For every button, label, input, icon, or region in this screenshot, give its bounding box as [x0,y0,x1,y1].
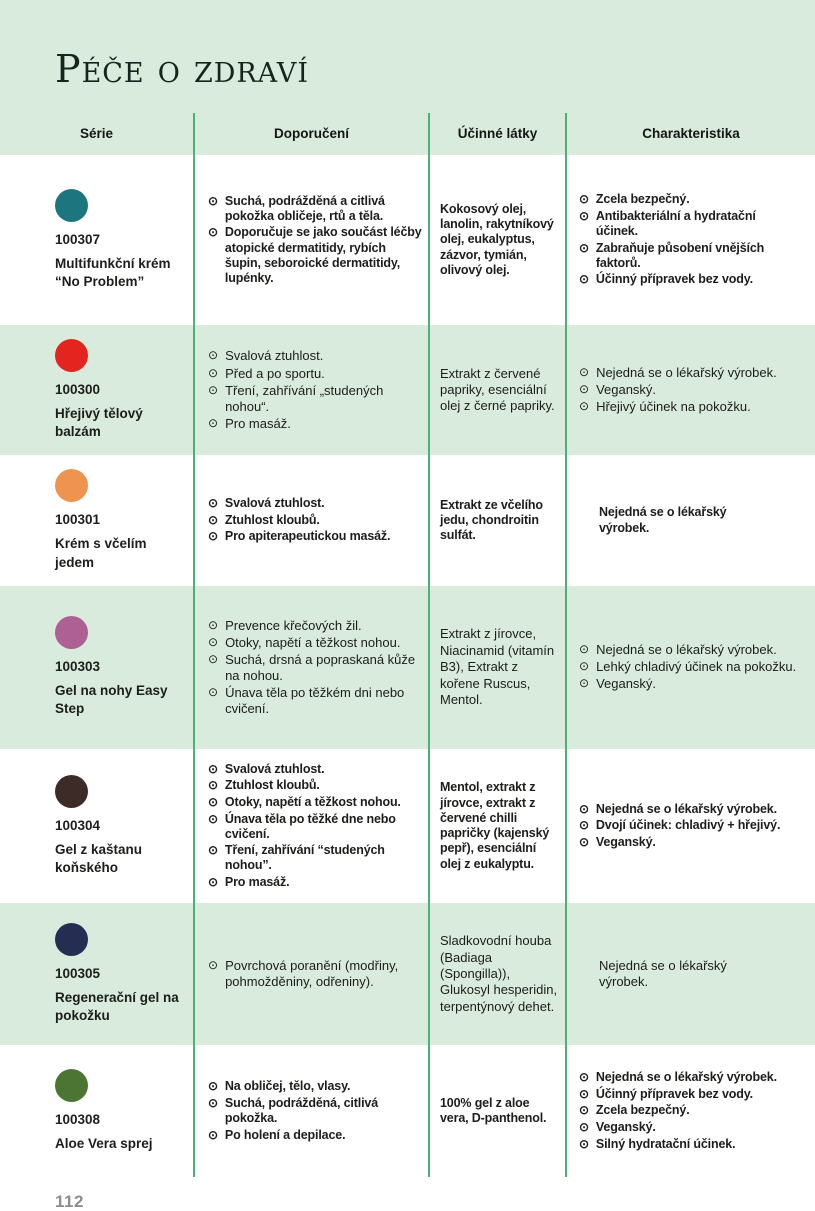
bullet-text: Svalová ztuhlost. [224,761,325,776]
series-cell [0,325,193,455]
ingredients-text: Mentol, extrakt z jírovce, extrakt z červené chilli papričky (kajenský pepř), esenciální olej z eukalyptu. [440,780,550,871]
characteristics-list [579,801,797,852]
product-code: 100301 [55,512,101,528]
bullet-item [208,416,422,432]
bullet-item [208,383,422,415]
characteristics-text: Nejedná se o lékařský výrobek. [599,505,727,535]
product-name: Hřejivý tělový balzám [55,406,143,440]
ingredients-text: Kokosový olej, lanolin, rakytníkový olej, eukalyptus, zázvor, tymián, olivový olej. [440,201,554,277]
recommendations-list [208,617,422,719]
bullet-dot-icon: ⊙ [208,496,218,511]
product-name: Gel na nohy Easy Step [55,683,168,717]
bullet-text: Veganský. [595,834,656,849]
product-code: 100307 [55,231,101,247]
recommendations-cell [193,455,428,585]
bullet-item [579,241,797,272]
bullet-item [208,496,422,512]
bullet-text: Na obličej, tělo, vlasy. [224,1079,351,1094]
bullet-dot-icon: ⊙ [579,365,590,380]
bullet-item [579,676,797,692]
product-name: Aloe Vera sprej [55,1136,153,1152]
bullet-text: Před a po sportu. [225,365,325,381]
bullet-dot-icon: ⊙ [579,1070,589,1085]
bullet-text: Dvojí účinek: chladivý + hřejivý. [595,818,781,833]
bullet-text: Suchá, podrážděná, citlivá pokožka. [224,1096,378,1126]
bullet-item [579,1103,797,1119]
characteristics-cell [565,455,815,585]
bullet-dot-icon: ⊙ [208,193,218,208]
page-title: Péče o zdraví [55,47,309,91]
bullet-dot-icon: ⊙ [579,818,589,833]
table-row [0,1045,815,1177]
series-cell [0,586,193,749]
bullet-item [208,366,422,382]
characteristics-list [579,364,797,416]
bullet-dot-icon: ⊙ [579,209,589,223]
bullet-item [208,795,422,811]
bullet-item [208,762,422,778]
bullet-item [208,812,422,843]
bullet-text: Nejedná se o lékařský výrobek. [595,801,777,816]
bullet-dot-icon: ⊙ [208,958,219,973]
bullet-text: Po holení a depilace. [224,1127,346,1142]
bullet-dot-icon: ⊙ [208,512,218,527]
recommendations-cell [193,325,428,455]
bullet-item [208,348,422,364]
recommendations-cell [193,586,428,749]
bullet-item [579,835,797,851]
bullet-text: Suchá, drsná a popraskaná kůže na nohou. [225,651,416,683]
bullet-text: Pro masáž. [225,415,291,431]
bullet-dot-icon: ⊙ [208,348,219,363]
bullet-dot-icon: ⊙ [579,240,589,255]
table-row [0,586,815,749]
column-header-doporuceni: Doporučení [193,113,428,155]
bullet-item [579,382,797,398]
page-header [0,0,815,155]
recommendations-cell [193,1045,428,1177]
bullet-dot-icon: ⊙ [208,225,218,240]
bullet-text: Silný hydratační účinek. [595,1136,736,1151]
bullet-dot-icon: ⊙ [579,801,589,816]
recommendations-list [208,957,422,991]
bullet-dot-icon: ⊙ [579,192,589,207]
bullet-item [579,1070,797,1086]
bullet-text: Svalová ztuhlost. [225,348,324,364]
bullet-dot-icon: ⊙ [579,399,590,414]
bullet-item [579,1087,797,1103]
recommendations-cell [193,749,428,903]
product-code: 100300 [55,382,101,397]
bullet-text: Pro masáž. [224,874,290,889]
bullet-item [579,399,797,415]
bullet-item [579,802,797,818]
bullet-text: Povrchová poranění (modřiny, pohmožděniny, odřeniny). [225,958,399,990]
product-color-dot [55,616,88,649]
bullet-text: Svalová ztuhlost. [224,496,325,511]
product-name: Multifunkční krém “No Problem” [55,255,171,289]
bullet-item [208,225,422,286]
bullet-dot-icon: ⊙ [208,684,219,699]
bullet-dot-icon: ⊙ [208,1096,218,1110]
column-header-ucinne-latky: Účinné látky [428,113,565,155]
bullet-text: Antibakteriální a hydratační účinek. [595,209,756,239]
bullet-item [208,1096,422,1127]
bullet-text: Účinný přípravek bez vody. [595,1086,753,1101]
bullet-dot-icon: ⊙ [208,529,218,544]
bullet-text: Hřejivý účinek na pokožku. [596,399,751,415]
product-color-dot [55,469,88,502]
column-header-charakteristika: Charakteristika [565,113,815,155]
product-code: 100308 [55,1112,101,1128]
recommendations-list [208,495,422,546]
bullet-item [579,365,797,381]
bullet-dot-icon: ⊙ [208,843,218,858]
product-name: Gel z kaštanu koňského [55,841,143,876]
bullet-dot-icon: ⊙ [208,651,219,666]
characteristics-text: Nejedná se o lékařský výrobek. [599,957,727,990]
product-color-dot [55,1069,88,1102]
bullet-dot-icon: ⊙ [208,415,219,430]
product-code: 100305 [55,966,101,982]
bullet-dot-icon: ⊙ [579,1103,589,1118]
product-code: 100303 [55,659,101,675]
bullet-item [208,778,422,794]
bullet-dot-icon: ⊙ [579,1136,589,1151]
bullet-item [208,652,422,684]
bullet-item [579,272,797,288]
series-cell [0,155,193,325]
bullet-text: Únava těla po těžkém dni nebo cvičení. [225,684,405,717]
recommendations-list [208,347,422,433]
bullet-dot-icon: ⊙ [579,1120,589,1135]
characteristics-cell [565,1045,815,1177]
bullet-item [208,194,422,225]
product-table [0,155,815,1177]
bullet-dot-icon: ⊙ [208,634,219,649]
characteristics-list [579,1069,797,1153]
bullet-item [208,958,422,990]
product-color-dot [55,189,88,222]
bullet-text: Nejedná se o lékařský výrobek. [595,1070,777,1085]
ingredients-cell [428,155,565,325]
bullet-dot-icon: ⊙ [208,874,218,889]
bullet-text: Tření, zahřívání „studených nohou“. [225,382,384,414]
product-name: Krém s včelím jedem [55,536,147,570]
column-header-serie: Série [79,125,114,141]
bullet-text: Zcela bezpečný. [595,192,690,207]
characteristics-cell [565,155,815,325]
bullet-item [579,642,797,658]
table-row [0,155,815,325]
bullet-text: Veganský. [596,382,657,398]
bullet-dot-icon: ⊙ [208,382,219,397]
bullet-item [579,1137,797,1153]
bullet-item [579,209,797,240]
recommendations-cell [193,903,428,1045]
bullet-dot-icon: ⊙ [579,642,590,657]
bullet-text: Nejedná se o lékařský výrobek. [596,642,777,658]
ingredients-text: Extrakt ze včelího jedu, chondroitin sulfát. [440,497,543,543]
recommendations-cell [193,155,428,325]
bullet-item [208,513,422,529]
ingredients-text: Extrakt z jírovce, Niacinamid (vitamín B3), Extrakt z kořene Ruscus, Mentol. [440,626,555,707]
bullet-dot-icon: ⊙ [579,1086,589,1101]
bullet-text: Otoky, napětí a těžkost nohou. [225,634,401,650]
bullet-text: Otoky, napětí a těžkost nohou. [224,795,401,810]
bullet-item [208,1128,422,1144]
characteristics-cell [565,749,815,903]
series-cell [0,903,193,1045]
characteristics-cell [565,903,815,1045]
bullet-text: Pro apiterapeutickou masáž. [224,529,391,544]
bullet-text: Nejedná se o lékařský výrobek. [596,365,777,381]
bullet-text: Ztuhlost kloubů. [224,512,320,527]
table-row [0,325,815,455]
bullet-item [208,529,422,545]
bullet-text: Veganský. [595,1120,656,1135]
ingredients-cell [428,749,565,903]
product-name: Regenerační gel na pokožku [55,990,179,1024]
bullet-item [579,192,797,208]
bullet-item [208,1079,422,1095]
bullet-dot-icon: ⊙ [208,1079,218,1094]
table-row [0,749,815,903]
ingredients-text: 100% gel z aloe vera, D-panthenol. [440,1096,547,1126]
bullet-text: Doporučuje se jako součást léčby atopické dermatitidy, rybích šupin, seboroické dermatitidy, lupénky. [224,225,422,285]
bullet-dot-icon: ⊙ [579,659,590,674]
bullet-dot-icon: ⊙ [579,272,589,286]
bullet-item [208,618,422,634]
characteristics-list [579,641,797,693]
bullet-text: Suchá, podrážděná a citlivá pokožka obličeje, rtů a těla. [224,193,385,223]
bullet-text: Ztuhlost kloubů. [224,778,320,793]
bullet-text: Prevence křečových žil. [225,617,362,633]
bullet-item [208,685,422,717]
characteristics-cell [565,325,815,455]
bullet-dot-icon: ⊙ [579,834,589,849]
recommendations-list [208,193,422,288]
bullet-dot-icon: ⊙ [579,382,590,397]
bullet-item [208,875,422,891]
series-cell [0,1045,193,1177]
bullet-item [579,818,797,834]
series-cell [0,455,193,585]
bullet-item [208,843,422,874]
bullet-text: Zcela bezpečný. [595,1103,690,1118]
table-row [0,455,815,585]
bullet-dot-icon: ⊙ [208,778,218,793]
table-row [0,903,815,1045]
ingredients-cell [428,325,565,455]
ingredients-text: Extrakt z červené papriky, esenciální olej z černé papriky. [440,365,555,414]
ingredients-cell [428,455,565,585]
series-cell [0,749,193,903]
bullet-text: Zabraňuje působení vnějších faktorů. [595,240,765,270]
bullet-dot-icon: ⊙ [208,795,218,810]
ingredients-cell [428,903,565,1045]
bullet-dot-icon: ⊙ [208,811,218,826]
bullet-item [579,1120,797,1136]
page-number: 112 [55,1192,84,1211]
bullet-dot-icon: ⊙ [208,365,219,380]
bullet-dot-icon: ⊙ [579,676,590,691]
bullet-dot-icon: ⊙ [208,617,219,632]
characteristics-cell [565,586,815,749]
ingredients-text: Sladkovodní houba (Badiaga (Spongilla)), Glukosyl hesperidin, terpentýnový dehet. [440,933,558,1014]
bullet-text: Únava těla po těžké dne nebo cvičení. [224,811,396,841]
bullet-dot-icon: ⊙ [208,761,218,776]
page-footer [55,1192,815,1211]
bullet-text: Lehký chladivý účinek na pokožku. [596,659,797,675]
recommendations-list [208,1078,422,1144]
product-color-dot [55,339,88,372]
bullet-text: Účinný přípravek bez vody. [595,272,753,286]
recommendations-list [208,761,422,891]
product-color-dot [55,775,88,808]
bullet-dot-icon: ⊙ [208,1127,218,1142]
bullet-item [208,635,422,651]
ingredients-cell [428,1045,565,1177]
product-code: 100304 [55,817,101,833]
bullet-text: Veganský. [596,676,657,692]
bullet-item [579,659,797,675]
table-column-headers [0,113,815,155]
ingredients-cell [428,586,565,749]
bullet-text: Tření, zahřívání “studených nohou”. [224,843,385,873]
product-color-dot [55,923,88,956]
characteristics-list [579,191,797,288]
